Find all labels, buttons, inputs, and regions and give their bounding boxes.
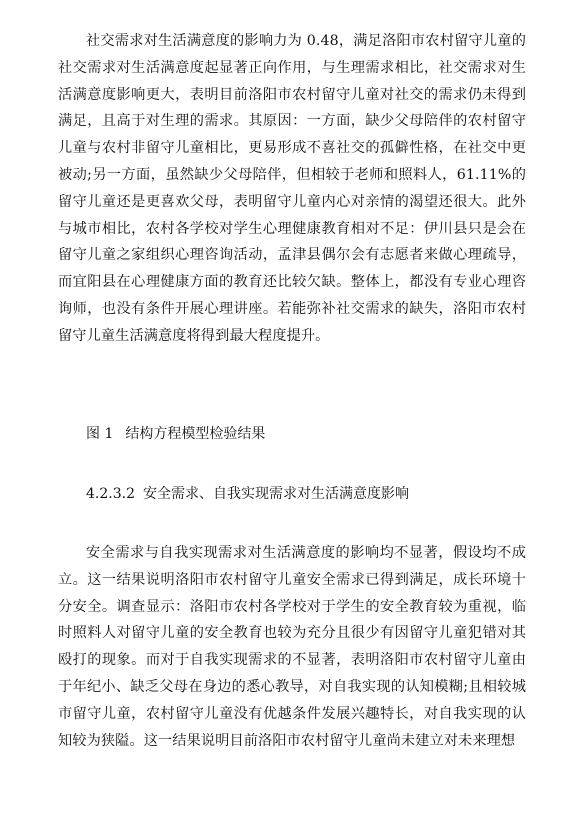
figure-caption-text: 结构方程模型检验结果 xyxy=(125,426,266,442)
body-paragraph-social-needs: 社交需求对生活满意度的影响力为 0.48，满足洛阳市农村留守儿童的社交需求对生活满意度起显著正向作用，与生理需求相比，社交需求对生活满意度影响更大，表明目前洛阳市农村留守儿童对社交的需求仍未得到满足，且高于对生理的需求。其原因：一方面，缺少父母陪伴的农村留守儿童与农村非留守儿童相比，更易形成不喜社交的孤僻性格，在社交中更被动;另一方面，虽然缺少父母陪伴，但相较于老师和照料人，61.11%的留守儿童还是更喜欢父母，表明留守儿童内心对亲情的渴望还很大。此外与城市相比，农村各学校对学生心理健康教育相对不足：伊川县只是会在留守儿童之家组织心理咨询活动，孟津县偶尔会有志愿者来做心理疏导，而宜阳县在心理健康方面的教育还比较欠缺。整体上，都没有专业心理咨询师，也没有条件开展心理讲座。若能弥补社交需求的缺失，洛阳市农村留守儿童生活满意度将得到最大程度提升。 xyxy=(58,33,526,344)
figure-caption xyxy=(86,424,265,444)
body-paragraph-safety-needs: 安全需求与自我实现需求对生活满意度的影响均不显著，假设均不成立。这一结果说明洛阳市农村留守儿童安全需求已得到满足，成长环境十分安全。调查显示：洛阳市农村各学校对于学生的安全教育较为重视，临时照料人对留守儿童的安全教育也较为充分且很少有因留守儿童犯错对其殴打的现象。而对于自我实现需求的不显著，表明洛阳市农村留守儿童由于年纪小、缺乏父母在身边的悉心教导，对自我实现的认知模糊;且相较城市留守儿童，农村留守儿童没有优越条件发展兴趣特长，对自我实现的认知较为狭隘。这一结果说明目前洛阳市农村留守儿童尚未建立对未来理想 xyxy=(58,545,526,749)
section-heading xyxy=(86,484,409,504)
section-title: 安全需求、自我实现需求对生活满意度影响 xyxy=(142,486,409,502)
figure-label: 图 1 xyxy=(86,426,114,442)
section-number: 4.2.3.2 xyxy=(86,486,135,502)
